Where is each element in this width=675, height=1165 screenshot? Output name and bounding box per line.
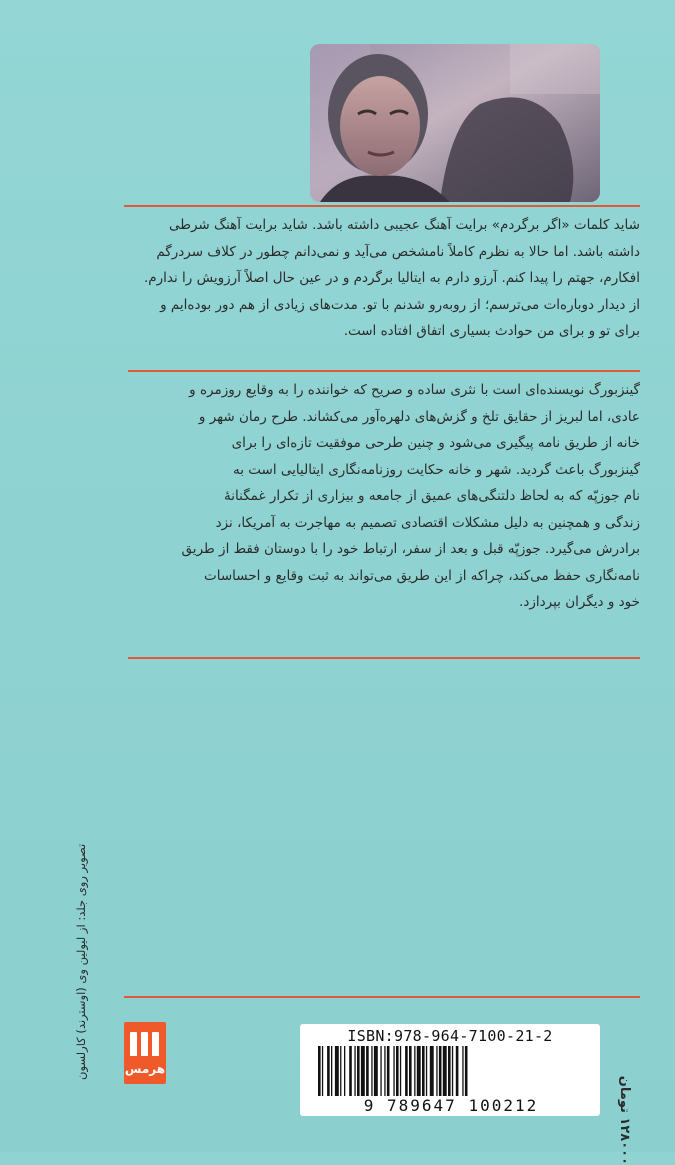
description-line: عادی، اما لبریز از حقایق تلخ و گزش‌های دلهره‌آور می‌کشاند. طرح رمان شهر و bbox=[198, 408, 640, 425]
description bbox=[126, 377, 640, 616]
description-line: گینزبورگ نویسنده‌ای است با نثری ساده و صریح که خواننده را به وقایع روزمره و bbox=[189, 382, 640, 398]
intro-line: داشته باشد. اما حالا به نظرم کاملاً نامشخص می‌آید و نمی‌دانم چطور در کلاف سردرگم bbox=[156, 243, 640, 260]
barcode-number: 9 789647 100212 bbox=[363, 1096, 539, 1115]
intro-line: شاید کلمات «اگر برگردم» برایت آهنگ عجیبی داشته باشد. شاید برایت آهنگ شرطی bbox=[168, 217, 640, 233]
price: ۱۲۸۰۰۰ تومان bbox=[617, 1075, 632, 1165]
divider-bottom bbox=[124, 996, 640, 998]
description-line: برادرش می‌گیرد. جوزپّه قبل و بعد از سفر، ارتباط خود را با دوستان فقط از طریق bbox=[181, 541, 640, 557]
description-line: گینزبورگ باعث گردید. شهر و خانه حکایت روزنامه‌نگاری ایتالیایی است به bbox=[233, 461, 640, 478]
description-line: زندگی و همچنین به دلیل مشکلات اقتصادی تصمیم به مهاجرت به آمریکا، نزد bbox=[215, 514, 640, 531]
intro-quote bbox=[126, 212, 640, 345]
divider-top bbox=[124, 205, 640, 207]
hermes-logo-icon bbox=[130, 1032, 160, 1056]
publisher-name: هرمس bbox=[124, 1062, 166, 1076]
description-line: نامه‌نگاری حفظ می‌کند، چراکه از این طریق می‌تواند به ثبت وقایع و احساسات bbox=[204, 567, 640, 584]
barcode-icon bbox=[318, 1046, 584, 1096]
description-line: نام جوزپّه که به لحاظ دلتنگی‌های عمیق از جامعه و بیزاری از تکرار غمگنانهٔ bbox=[224, 488, 640, 504]
author-photo bbox=[310, 44, 600, 202]
portrait-photo-icon bbox=[310, 44, 600, 202]
intro-line: افکارم، جهتم را پیدا کنم. آرزو دارم به ایتالیا برگردم و در عین حال اصلاً آرزویش را ندارم. bbox=[144, 270, 640, 286]
isbn-label: ISBN:978-964-7100-21-2 bbox=[347, 1027, 553, 1045]
description-line: خانه از طریق نامه پیگیری می‌شود و چنین طرحی موفقیت تازه‌ای را برای bbox=[231, 435, 640, 451]
intro-line: برای تو و برای من حوادث بسیاری اتفاق افتاده است. bbox=[343, 323, 640, 339]
intro-line: از دیدار دوباره‌ات می‌ترسم؛ از روبه‌رو شدنم با تو. مدت‌های زیادی از هم دور بوده‌ایم و bbox=[160, 296, 640, 313]
divider-lower bbox=[128, 657, 640, 659]
description-line: خود و دیگران بپردازد. bbox=[519, 594, 640, 610]
publisher-logo bbox=[124, 1022, 166, 1084]
divider-middle bbox=[128, 370, 640, 372]
isbn-barcode bbox=[300, 1024, 600, 1116]
cover-credit: تصویر روی جلد: از لیولین وی (اوسترند) کارلسون bbox=[74, 843, 88, 1080]
